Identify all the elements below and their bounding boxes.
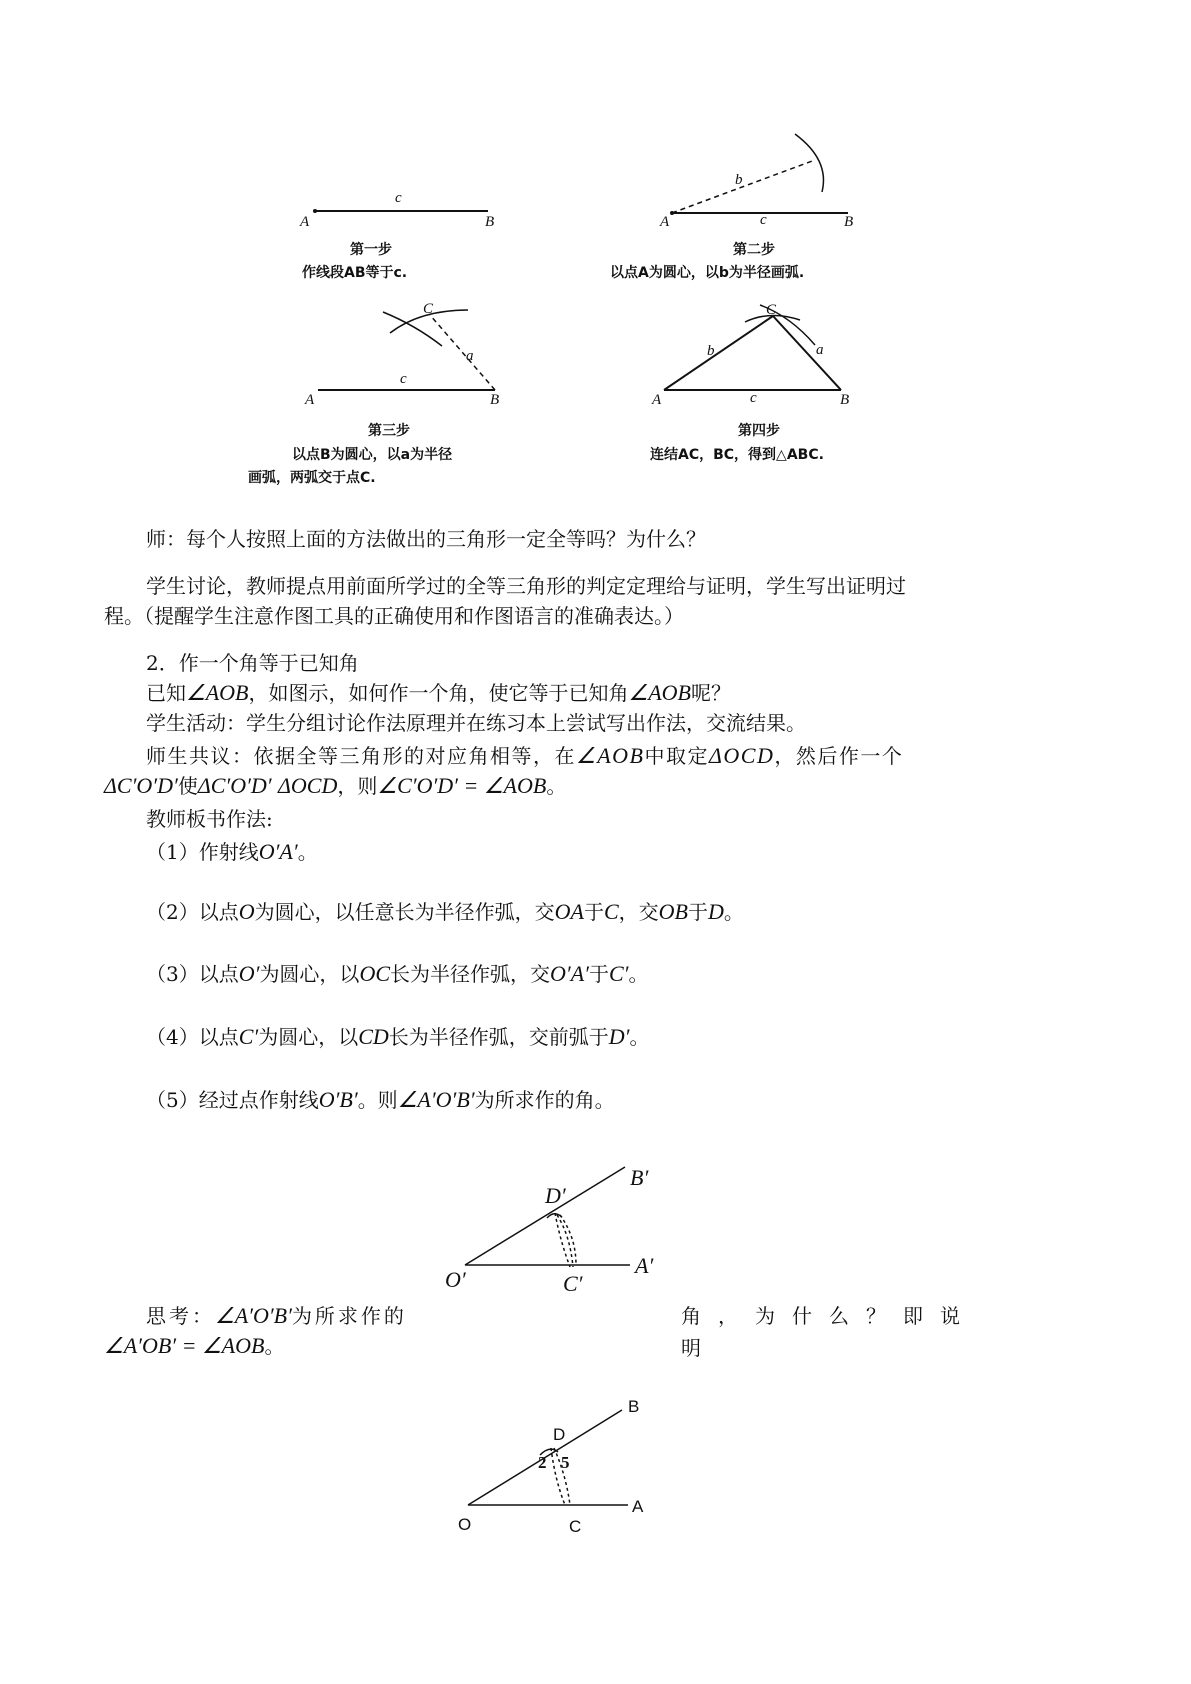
angle-construction-figure — [430, 1155, 690, 1300]
fig2-label-c: C — [569, 1517, 582, 1536]
section2-heading: 2．作一个角等于已知角 — [146, 651, 359, 675]
step4-desc: 连结AC，BC，得到△ABC. — [650, 447, 824, 463]
think-tail: 角，为什么？即说明 — [681, 1304, 977, 1360]
fig1-label-c: C′ — [563, 1271, 583, 1296]
board-heading: 教师板书作法: — [146, 807, 273, 831]
step2-title: 第二步 — [733, 242, 775, 258]
step1-title: 第一步 — [350, 242, 392, 258]
step2-label-b: B — [844, 214, 854, 230]
fig1-label-a: A′ — [635, 1253, 654, 1278]
step4-side-ac — [664, 316, 773, 390]
think-line1: 思考：∠A′O′B′为所求作的 角，为什么？即说明 — [146, 1300, 1006, 1332]
fig1-label-b: B′ — [630, 1165, 649, 1190]
arc-c-2 — [557, 1215, 573, 1267]
fig1-label-d: D′ — [545, 1183, 566, 1208]
fig2-label-d: D — [553, 1425, 566, 1444]
fig1-label-o: O′ — [445, 1267, 466, 1292]
step3-arc-2 — [383, 312, 442, 346]
step2-label-c: c — [760, 212, 767, 228]
step3-label-c-pt: C — [423, 301, 434, 317]
step4-label-b: B — [840, 392, 850, 408]
student-activity: 学生活动：学生分组讨论作法原理并在练习本上尝试写出作法，交流结果。 — [146, 711, 806, 735]
given-line: 已知∠AOB，如图示，如何作一个角，使它等于已知角∠AOB呢？ — [146, 680, 731, 705]
step-2: （2）以点O为圆心，以任意长为半径作弧，交OA于C，交OB于D。 — [146, 899, 744, 924]
step-1: （1）作射线O′A′。 — [146, 839, 318, 864]
step2-arc — [795, 134, 823, 192]
step3-label-c: c — [400, 371, 407, 387]
step4-label-a: A — [652, 392, 662, 408]
step2-desc: 以点A为圆心，以b为半径画弧. — [610, 265, 805, 281]
arc-c-1 — [555, 1213, 570, 1267]
step3-desc-1: 以点B为圆心，以a为半径 — [292, 447, 453, 463]
arc-c-3 — [560, 1215, 576, 1265]
step1-label-a: A — [300, 214, 310, 230]
step2-label-b-radius: b — [735, 172, 743, 188]
consensus-line1: 师生共议：依据全等三角形的对应角相等，在∠AOB中取定ΔOCD，然后作一个 — [146, 743, 904, 768]
step-4: （4）以点C′为圆心，以CD长为半径作弧，交前弧于D′。 — [146, 1024, 650, 1049]
step3-label-b: B — [490, 392, 500, 408]
step4-title: 第四步 — [738, 423, 780, 439]
step2-radius-b — [672, 160, 815, 213]
step3-radius-a — [430, 315, 495, 390]
step2-label-a: A — [660, 214, 670, 230]
para-teacher-question: 师：每个人按照上面的方法做出的三角形一定全等吗？为什么？ — [146, 527, 706, 551]
step-5: （5）经过点作射线O′B′。则∠A′O′B′为所求作的角。 — [146, 1087, 615, 1112]
fig2-label-b: B — [628, 1397, 640, 1416]
step-3: （3）以点O′为圆心，以OC长为半径作弧，交O′A′于C′。 — [146, 961, 649, 986]
think-line2: ∠A′OB′ = ∠AOB。 — [104, 1333, 285, 1358]
step1-label-b: B — [485, 214, 495, 230]
step1-desc: 作线段AB等于c. — [302, 265, 408, 281]
step4-label-c-pt: C — [766, 302, 777, 318]
fig2-label-o: O — [458, 1515, 472, 1534]
fig2-label-2: 2 — [538, 1453, 547, 1472]
consensus-line2: ΔC′O′D′使ΔC′O′D′ ΔOCD，则∠C′O′D′ = ∠AOB。 — [104, 773, 567, 798]
step4-label-a-side: a — [816, 342, 824, 358]
para-discussion-line1: 学生讨论，教师提点用前面所学过的全等三角形的判定定理给与证明，学生写出证明过 — [146, 574, 906, 598]
step3-label-a-pt: A — [305, 392, 315, 408]
para-discussion-line2: 程。（提醒学生注意作图工具的正确使用和作图语言的准确表达。） — [104, 604, 684, 628]
fig2-label-a: A — [632, 1497, 644, 1516]
fig2-label-5: 5 — [561, 1453, 570, 1472]
ray-o-b — [465, 1167, 625, 1265]
step4-label-b-side: b — [707, 343, 715, 359]
step4-side-bc — [773, 316, 841, 390]
step1-label-c: c — [395, 190, 402, 206]
step3-title: 第三步 — [368, 423, 410, 439]
step3-desc-2: 画弧，两弧交于点C. — [248, 470, 376, 486]
original-angle-figure — [440, 1390, 670, 1540]
step3-label-a-radius: a — [466, 348, 474, 364]
step4-label-c: c — [750, 390, 757, 406]
